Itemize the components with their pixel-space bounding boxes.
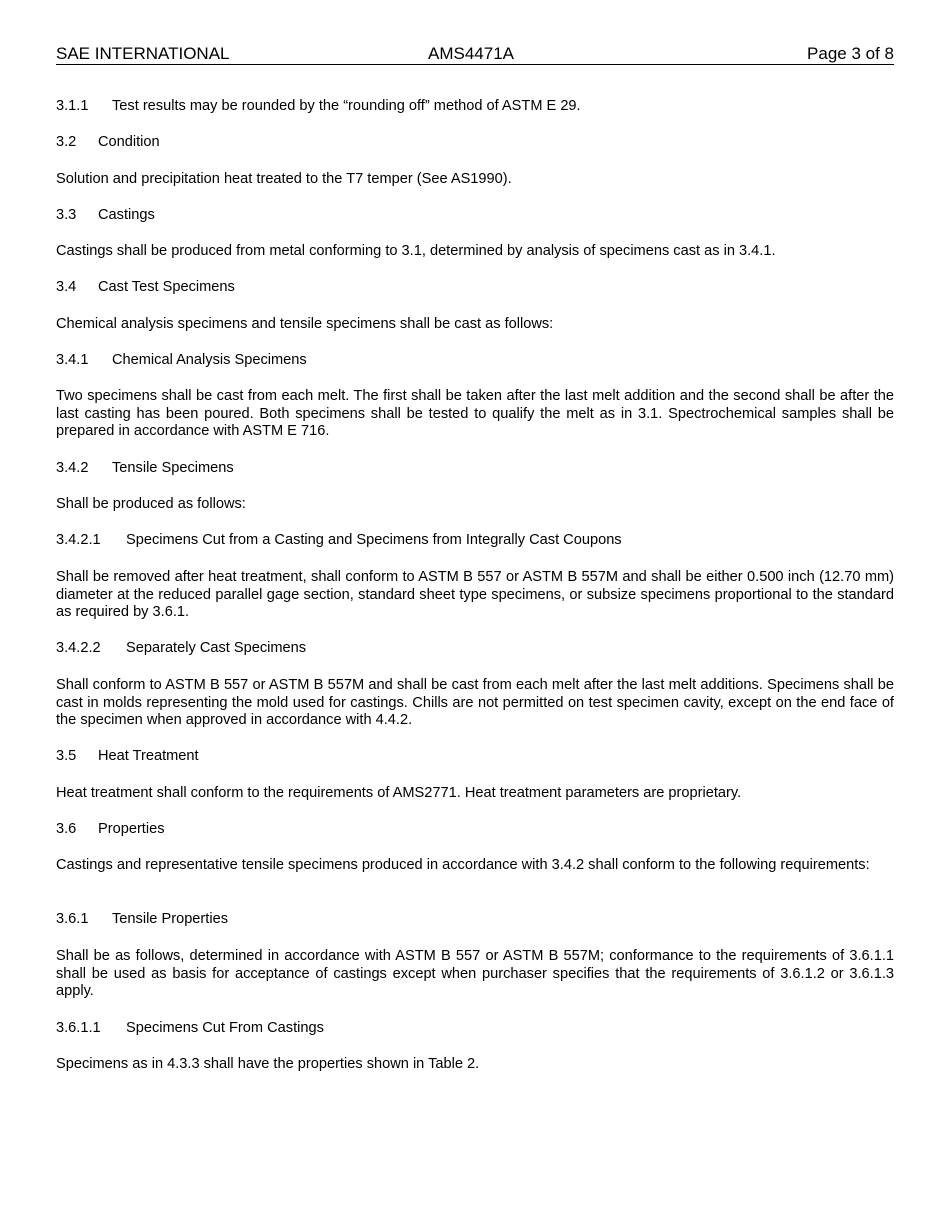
section-title: Condition [98, 134, 160, 150]
paragraph: Two specimens shall be cast from each melt. The first shall be taken after the last melt addition and the second shall be after the last casting has been poured. Both specimens shall be tested to qualify the melt as in 3.1. Spectrochemical samples shall be prepared in accordance with ASTM E 716. [56, 388, 894, 440]
section-heading [56, 352, 894, 370]
section-title: Castings [98, 207, 155, 223]
section-number: 3.4 [56, 279, 77, 295]
section-heading [56, 911, 894, 929]
section-heading [56, 821, 894, 839]
section-heading [56, 640, 894, 658]
paragraph: Specimens as in 4.3.3 shall have the properties shown in Table 2. [56, 1056, 480, 1072]
section-title: Tensile Properties [112, 911, 228, 927]
section-title: Separately Cast Specimens [126, 640, 307, 656]
paragraph: Heat treatment shall conform to the requirements of AMS2771. Heat treatment parameters are proprietary. [56, 785, 742, 801]
page-header [56, 44, 894, 65]
section-heading [56, 1020, 894, 1038]
section-number: 3.4.1 [56, 352, 89, 368]
section-title: Specimens Cut From Castings [126, 1020, 324, 1036]
paragraph: Chemical analysis specimens and tensile specimens shall be cast as follows: [56, 316, 554, 332]
section-number: 3.6 [56, 821, 77, 837]
paragraph: Castings shall be produced from metal conforming to 3.1, determined by analysis of specimens cast as in 3.4.1. [56, 243, 776, 259]
section-heading [56, 748, 894, 766]
section-title: Properties [98, 821, 165, 837]
section-number: 3.2 [56, 134, 77, 150]
paragraph: Shall conform to ASTM B 557 or ASTM B 557M and shall be cast from each melt after the last melt additions. Specimens shall be cast in molds representing the mold used for castings. Chills are not permitted on test specimen cavity, except on the end face of the specimen when approved in accordance with 4.4.2. [56, 677, 894, 729]
section-number: 3.1.1 [56, 98, 89, 114]
section-title: Tensile Specimens [112, 460, 234, 476]
section-number: 3.5 [56, 748, 77, 764]
paragraph: Shall be as follows, determined in accordance with ASTM B 557 or ASTM B 557M; conformance to the requirements of 3.6.1.1 shall be used as basis for acceptance of castings except when purchaser specifies that the requirements of 3.6.1.2 or 3.6.1.3 apply. [56, 948, 894, 1000]
section-title: Cast Test Specimens [98, 279, 235, 295]
paragraph: Castings and representative tensile specimens produced in accordance with 3.4.2 shall conform to the following requirements: [56, 857, 870, 873]
section-heading [56, 532, 894, 550]
paragraph: Solution and precipitation heat treated to the T7 temper (See AS1990). [56, 171, 512, 187]
section-title: Heat Treatment [98, 748, 199, 764]
section-number: 3.4.2 [56, 460, 89, 476]
paragraph: Shall be produced as follows: [56, 496, 246, 512]
section-heading [56, 207, 894, 225]
section-heading [56, 98, 894, 116]
header-doc-id: AMS4471A [428, 44, 514, 63]
section-number: 3.6.1 [56, 911, 89, 927]
section-number: 3.4.2.1 [56, 532, 101, 548]
section-heading [56, 134, 894, 152]
section-number: 3.3 [56, 207, 77, 223]
section-title: Test results may be rounded by the “rounding off” method of ASTM E 29. [112, 98, 581, 114]
header-page-number: Page 3 of 8 [807, 44, 894, 63]
paragraph: Shall be removed after heat treatment, shall conform to ASTM B 557 or ASTM B 557M and shall be either 0.500 inch (12.70 mm) diameter at the reduced parallel gage section, standard sheet type specimens, or subsize specimens proportional to the standard as required by 3.6.1. [56, 569, 894, 621]
section-heading [56, 460, 894, 478]
section-title: Specimens Cut from a Casting and Specimens from Integrally Cast Coupons [126, 532, 622, 548]
section-number: 3.6.1.1 [56, 1020, 101, 1036]
section-heading [56, 279, 894, 297]
header-org: SAE INTERNATIONAL [56, 44, 230, 63]
section-number: 3.4.2.2 [56, 640, 101, 656]
section-title: Chemical Analysis Specimens [112, 352, 307, 368]
